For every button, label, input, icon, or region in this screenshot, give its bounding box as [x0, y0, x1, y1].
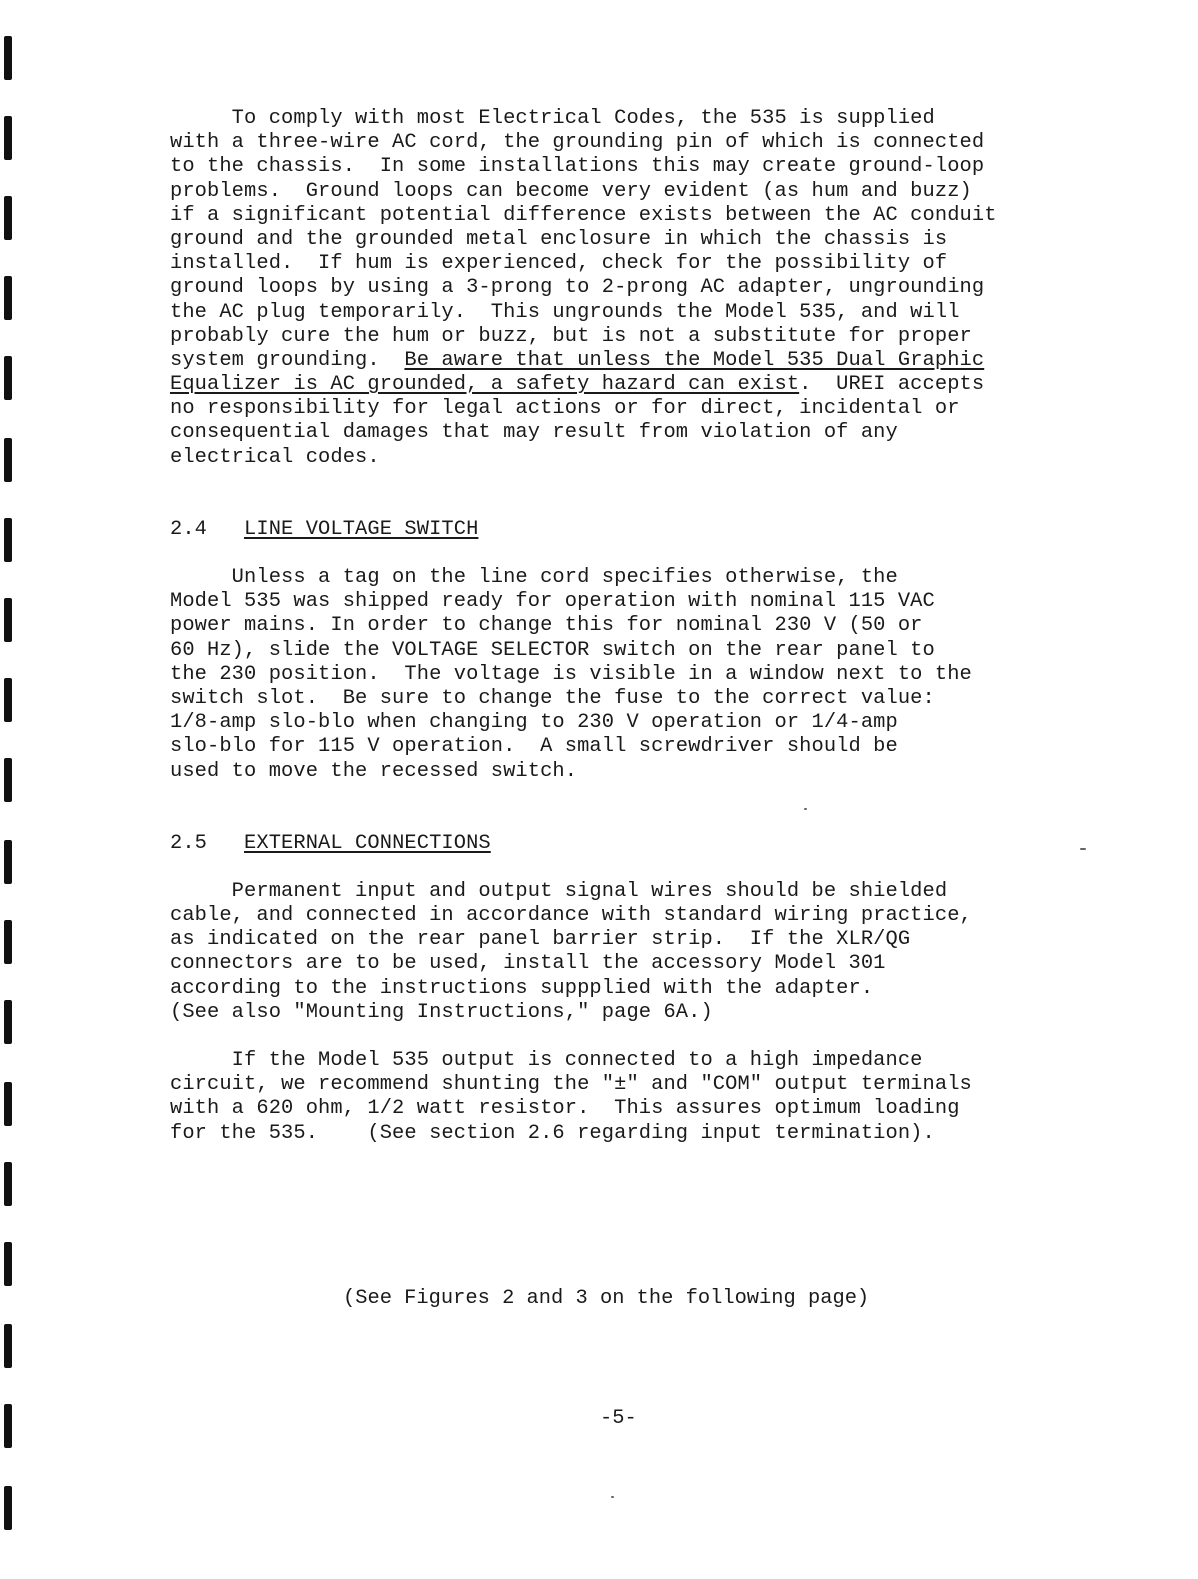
- text-line: installed. If hum is experienced, check for the possibility of: [170, 252, 948, 276]
- binding-holes: [0, 0, 20, 1579]
- text-segment: system grounding.: [170, 348, 405, 372]
- binding-hole: [4, 276, 12, 320]
- text-line: If the Model 535 output is connected to a high impedance: [170, 1049, 923, 1072]
- text-line: probably cure the hum or buzz, but is not a substitute for proper: [170, 324, 972, 348]
- binding-hole: [4, 116, 12, 160]
- binding-hole: [4, 1000, 12, 1044]
- text-line: connectors are to be used, install the accessory Model 301: [170, 952, 886, 976]
- text-line: [170, 373, 1120, 397]
- scan-speck: [611, 1496, 614, 1498]
- section-title: LINE VOLTAGE SWITCH: [244, 517, 479, 541]
- text-line: ground loops by using a 3-prong to 2-prong AC adapter, ungrounding: [170, 276, 985, 300]
- grounding-paragraph: [170, 107, 1120, 470]
- text-line: [170, 349, 1120, 373]
- safety-warning-underlined: Equalizer is AC grounded, a safety hazard can exist: [170, 373, 800, 397]
- text-line: switch slot. Be sure to change the fuse to the correct value:: [170, 686, 935, 710]
- section-heading-2-5: [170, 832, 1120, 856]
- text-line: 60 Hz), slide the VOLTAGE SELECTOR switch on the rear panel to: [170, 638, 935, 662]
- binding-hole: [4, 758, 12, 802]
- binding-hole: [4, 1242, 12, 1286]
- text-line: To comply with most Electrical Codes, the 535 is supplied: [170, 107, 935, 130]
- external-connections-paragraph-2: [170, 1049, 1120, 1146]
- external-connections-paragraph-1: [170, 880, 1120, 1025]
- section-title: EXTERNAL CONNECTIONS: [244, 831, 491, 855]
- text-line: Model 535 was shipped ready for operation with nominal 115 VAC: [170, 590, 935, 614]
- binding-hole: [4, 1404, 12, 1448]
- binding-hole: [4, 1162, 12, 1206]
- section-heading-2-4: [170, 518, 1120, 542]
- line-voltage-paragraph: [170, 566, 1120, 784]
- text-line: with a 620 ohm, 1/2 watt resistor. This assures optimum loading: [170, 1097, 960, 1121]
- section-number: 2.5: [170, 831, 208, 855]
- binding-hole: [4, 1082, 12, 1126]
- text-line: power mains. In order to change this for nominal 230 V (50 or: [170, 614, 923, 638]
- binding-hole: [4, 356, 12, 400]
- text-line: consequential damages that may result from violation of any: [170, 421, 898, 445]
- text-line: the AC plug temporarily. This ungrounds the Model 535, and will: [170, 300, 960, 324]
- binding-hole: [4, 678, 12, 722]
- text-line: 1/8-amp slo-blo when changing to 230 V operation or 1/4-amp: [170, 711, 898, 735]
- text-line: (See also "Mounting Instructions," page 6A.): [170, 1000, 713, 1024]
- page-number: -5-: [600, 1407, 637, 1430]
- text-line: with a three-wire AC cord, the grounding pin of which is connected: [170, 131, 985, 155]
- binding-hole: [4, 920, 12, 964]
- text-line: circuit, we recommend shunting the "±" and "COM" output terminals: [170, 1073, 972, 1097]
- binding-hole: [4, 518, 12, 562]
- section-number: 2.4: [170, 517, 208, 541]
- text-segment: . UREI accepts: [799, 373, 985, 397]
- text-line: as indicated on the rear panel barrier strip. If the XLR/QG: [170, 928, 911, 952]
- text-line: if a significant potential difference exists between the AC conduit: [170, 203, 997, 227]
- binding-hole: [4, 840, 12, 884]
- binding-hole: [4, 438, 12, 482]
- text-line: for the 535. (See section 2.6 regarding input termination).: [170, 1121, 935, 1145]
- binding-hole: [4, 1486, 12, 1530]
- text-line: Permanent input and output signal wires should be shielded: [170, 879, 948, 903]
- text-line: used to move the recessed switch.: [170, 759, 578, 783]
- text-line: to the chassis. In some installations this may create ground-loop: [170, 155, 985, 179]
- text-line: electrical codes.: [170, 445, 380, 469]
- text-line: cable, and connected in accordance with standard wiring practice,: [170, 904, 972, 928]
- scan-speck: [804, 808, 807, 810]
- page-body: [170, 107, 1120, 1146]
- text-line: ground and the grounded metal enclosure in which the chassis is: [170, 227, 948, 251]
- text-line: Unless a tag on the line cord specifies otherwise, the: [170, 566, 898, 589]
- safety-warning-underlined: Be aware that unless the Model 535 Dual Graphic: [404, 348, 985, 372]
- binding-hole: [4, 598, 12, 642]
- text-line: problems. Ground loops can become very evident (as hum and buzz): [170, 179, 972, 203]
- text-line: the 230 position. The voltage is visible in a window next to the: [170, 662, 972, 686]
- text-line: no responsibility for legal actions or for direct, incidental or: [170, 397, 960, 421]
- figures-reference-note: (See Figures 2 and 3 on the following page): [343, 1287, 870, 1310]
- scan-speck: [1080, 848, 1086, 850]
- binding-hole: [4, 36, 12, 80]
- binding-hole: [4, 1324, 12, 1368]
- text-line: according to the instructions suppplied with the adapter.: [170, 976, 874, 1000]
- binding-hole: [4, 196, 12, 240]
- text-line: slo-blo for 115 V operation. A small screwdriver should be: [170, 735, 898, 759]
